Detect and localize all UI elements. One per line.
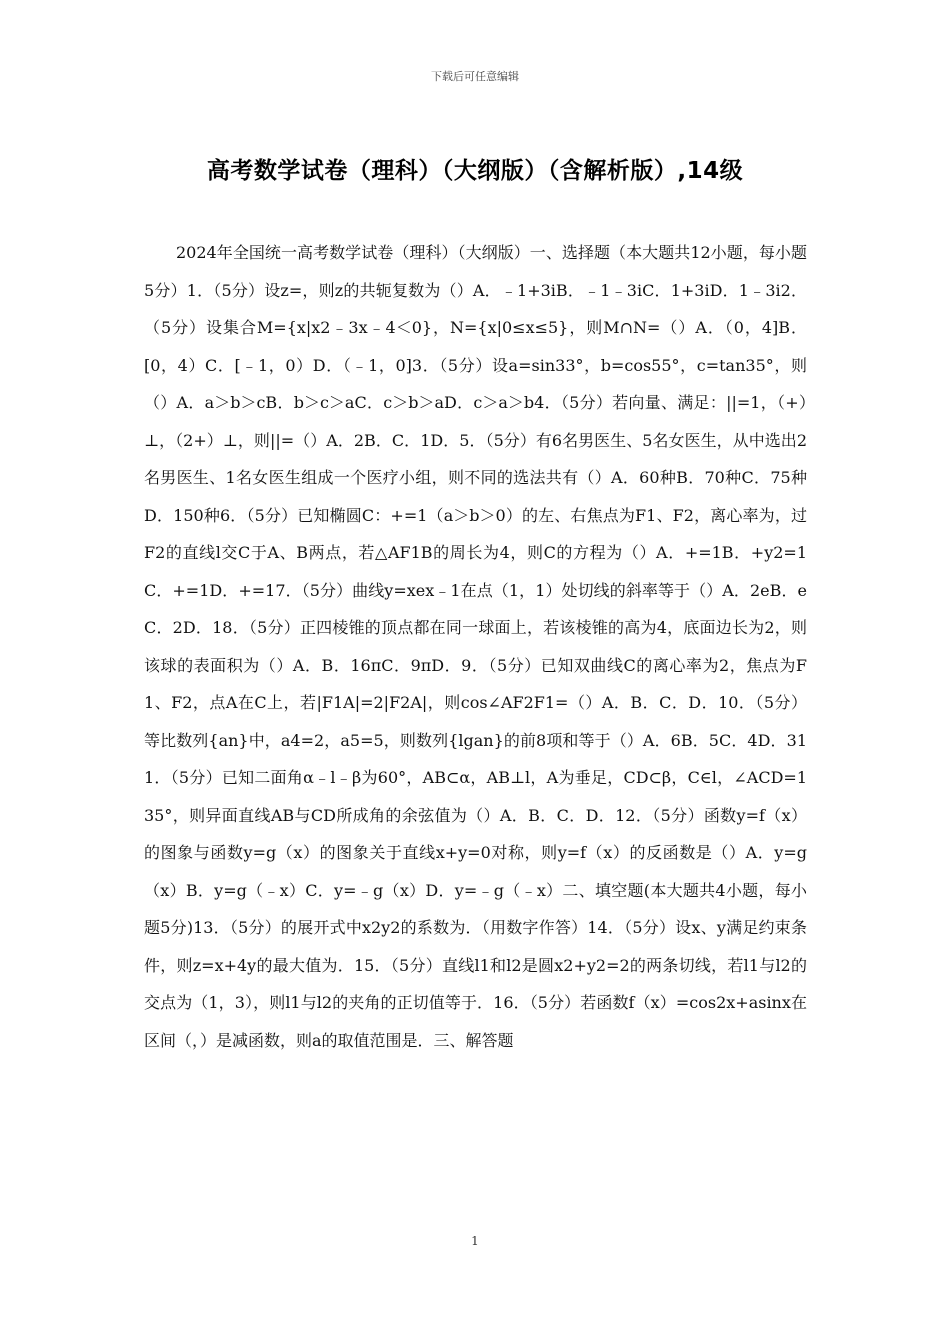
page-header: 下载后可任意编辑: [431, 70, 519, 83]
document-body-paragraph: 2024年全国统一高考数学试卷（理科）（大纲版）一、选择题（本大题共12小题，每小题5分）1．（5分）设z=，则z的共轭复数为（）A．﹣1+3iB．﹣1﹣3iC．1+3iD．1﹣3i2．（5分）设集合M={x|x2﹣3x﹣4＜0}，N={x|0≤x≤5}，则M∩N=（）A．（0，4]B．[0，4）C．[﹣1，0）D．（﹣1，0]3．（5分）设a=sin33°，b=cos55°，c=tan35°，则（）A．a＞b＞cB．b＞c＞aC．c＞b＞aD．c＞a＞b4．（5分）若向量、满足：||=1，（+）⊥，（2+）⊥，则||=（）A．2B．C．1D．5．（5分）有6名男医生、5名女医生，从中选出2名男医生、1名女医生组成一个医疗小组，则不同的选法共有（）A．60种B．70种C．75种D．150种6．（5分）已知椭圆C：+=1（a＞b＞0）的左、右焦点为F1、F2，离心率为，过F2的直线l交C于A、B两点，若△AF1B的周长为4，则C的方程为（）A．+=1B．+y2=1C．+=1D．+=17．（5分）曲线y=xex﹣1在点（1，1）处切线的斜率等于（）A．2eB．eC．2D．18．（5分）正四棱锥的顶点都在同一球面上，若该棱锥的高为4，底面边长为2，则该球的表面积为（）A．B．16πC．9πD．9．（5分）已知双曲线C的离心率为2，焦点为F1、F2，点A在C上，若|F1A|=2|F2A|，则cos∠AF2F1=（）A．B．C．D．10．（5分）等比数列{an}中，a4=2，a5=5，则数列{lgan}的前8项和等于（）A．6B．5C．4D．311．（5分）已知二面角α﹣l﹣β为60°，AB⊂α，AB⊥l，A为垂足，CD⊂β，C∈l，∠ACD=135°，则异面直线AB与CD所成角的余弦值为（）A．B．C．D．12．（5分）函数y=f（x）的图象与函数y=g（x）的图象关于直线x+y=0对称，则y=f（x）的反函数是（）A．y=g（x）B．y=g（﹣x）C．y=﹣g（x）D．y=﹣g（﹣x）二、填空题(本大题共4小题，每小题5分)13．（5分）的展开式中x2y2的系数为．（用数字作答）14．（5分）设x、y满足约束条件，则z=x+4y的最大值为．15．（5分）直线l1和l2是圆x2+y2=2的两条切线，若l1与l2的交点为（1，3），则l1与l2的夹角的正切值等于．16．（5分）若函数f（x）=cos2x+asinx在区间（，）是减函数，则a的取值范围是．三、解答题: [144, 243, 807, 1050]
document-title: 高考数学试卷（理科）（大纲版）（含解析版）,14级: [206, 158, 744, 184]
page-number: 1: [471, 1234, 479, 1248]
